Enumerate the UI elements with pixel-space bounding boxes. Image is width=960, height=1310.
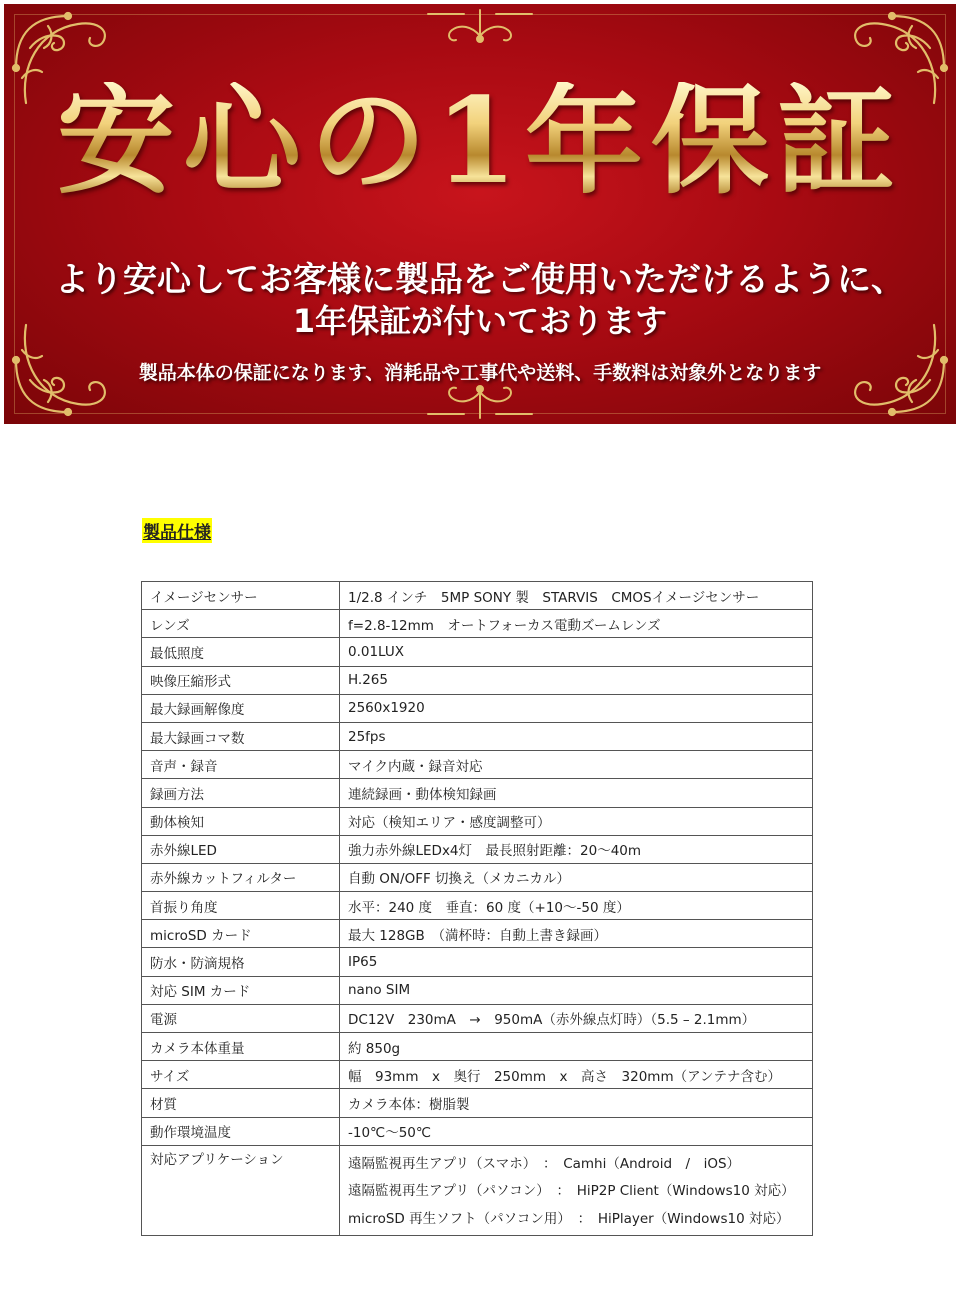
spec-label: 首振り角度 [142,892,340,920]
table-row [142,722,813,750]
spec-label: サイズ [142,1061,340,1089]
banner-line-1: より安心してお客様に製品をご使用いただけるように、 [55,260,905,300]
table-row [142,751,813,779]
table-row [142,835,813,863]
table-row [142,948,813,976]
spec-heading: 製品仕様 [142,518,212,543]
banner-note: 製品本体の保証になります、消耗品や工事代や送料、手数料は対象外となります [138,362,822,384]
table-row-apps [142,1145,813,1236]
spec-label: カメラ本体重量 [142,1033,340,1061]
app-line: 遠隔監視再生アプリ（パソコン） ： HiP2P Client（Windows10 対応） [348,1183,795,1200]
spec-table [141,581,813,1236]
table-row [142,610,813,638]
table-row [142,1004,813,1032]
spec-value: IP65 [340,948,813,976]
spec-label: 録画方法 [142,779,340,807]
spec-label: 赤外線カットフィルター [142,863,340,891]
banner-line-2: 1年保証が付いております [292,302,668,340]
banner-title: 安心の1年保証 [4,82,956,200]
spec-label: イメージセンサー [142,582,340,610]
table-row [142,638,813,666]
spec-label: 電源 [142,1004,340,1032]
spec-label: 音声・録音 [142,751,340,779]
table-row [142,1089,813,1117]
spec-value: 2560x1920 [340,694,813,722]
spec-label: 動作環境温度 [142,1117,340,1145]
center-ornament-icon [424,382,536,422]
table-row [142,863,813,891]
spec-value: 自動 ON/OFF 切換え（メカニカル） [340,863,813,891]
table-row [142,1117,813,1145]
table-row [142,1061,813,1089]
spec-value-apps [340,1145,813,1236]
app-line: microSD 再生ソフト（パソコン用） ： HiPlayer（Windows10 対応） [348,1210,790,1227]
spec-value: H.265 [340,666,813,694]
spec-value: 幅 93mm x 奥行 250mm x 高さ 320mm（アンテナ含む） [340,1061,813,1089]
spec-label: 対応アプリケーション [142,1145,340,1236]
spec-value: 25fps [340,722,813,750]
table-row [142,920,813,948]
spec-value: 約 850g [340,1033,813,1061]
table-row [142,779,813,807]
spec-value: 水平：240 度 垂直：60 度（+10～-50 度） [340,892,813,920]
spec-label: 最大録画コマ数 [142,722,340,750]
spec-value: nano SIM [340,976,813,1004]
spec-value: 1/2.8 インチ 5MP SONY 製 STARVIS CMOSイメージセンサー [340,582,813,610]
table-row [142,976,813,1004]
spec-value: -10℃～50℃ [340,1117,813,1145]
spec-value: マイク内蔵・録音対応 [340,751,813,779]
table-row [142,892,813,920]
spec-value: 最大 128GB （満杯時：自動上書き録画） [340,920,813,948]
warranty-banner [4,4,956,424]
table-row [142,694,813,722]
spec-value: 連続録画・動体検知録画 [340,779,813,807]
app-line: 遠隔監視再生アプリ（スマホ） ： Camhi（Android / iOS） [348,1155,741,1172]
spec-value: 強力赤外線LEDx4灯 最長照射距離：20～40m [340,835,813,863]
spec-label: レンズ [142,610,340,638]
spec-label: 最低照度 [142,638,340,666]
spec-label: 動体検知 [142,807,340,835]
spec-value: DC12V 230mA → 950mA（赤外線点灯時）（5.5 – 2.1mm） [340,1004,813,1032]
table-row [142,666,813,694]
spec-value: 対応（検知エリア・感度調整可） [340,807,813,835]
table-row [142,1033,813,1061]
spec-label: 映像圧縮形式 [142,666,340,694]
spec-label: 最大録画解像度 [142,694,340,722]
spec-value: f=2.8-12mm オートフォーカス電動ズームレンズ [340,610,813,638]
spec-label: 対応 SIM カード [142,976,340,1004]
spec-label: microSD カード [142,920,340,948]
table-row [142,582,813,610]
spec-value: カメラ本体：樹脂製 [340,1089,813,1117]
table-row [142,807,813,835]
spec-value: 0.01LUX [340,638,813,666]
spec-label: 防水・防滴規格 [142,948,340,976]
spec-label: 材質 [142,1089,340,1117]
spec-label: 赤外線LED [142,835,340,863]
center-ornament-icon [424,6,536,46]
